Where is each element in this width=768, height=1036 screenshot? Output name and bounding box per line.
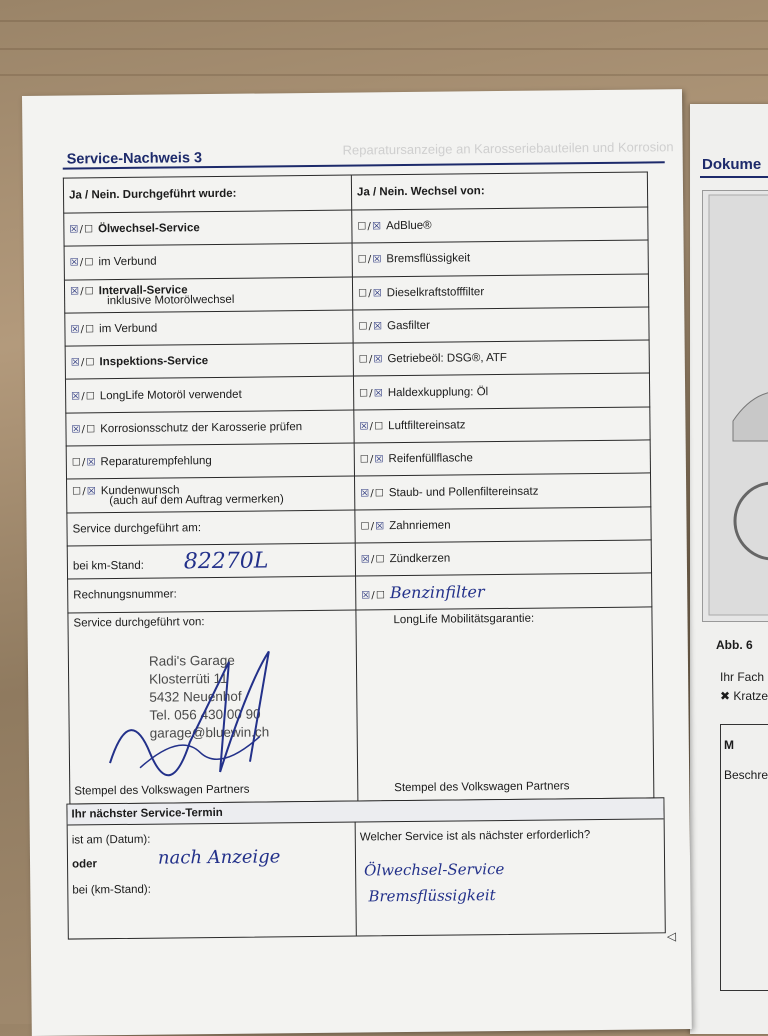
item-label: Getriebeöl: DSG®, ATF xyxy=(387,352,507,366)
stamp-line: garage@bluewin.ch xyxy=(149,724,270,741)
item-label: LongLife Motoröl verwendet xyxy=(99,388,242,402)
signature-icon xyxy=(99,641,290,783)
right-item xyxy=(356,573,652,609)
left-item xyxy=(67,543,355,579)
car-illustration xyxy=(702,190,768,622)
right-item xyxy=(353,307,649,343)
left-item xyxy=(67,476,355,512)
left-item xyxy=(65,343,353,379)
left-item xyxy=(66,443,354,479)
next-service-title: Ihr nächster Service-Termin xyxy=(67,798,663,825)
yes-no-checkbox-icon[interactable]: ☒ / ☐ xyxy=(69,224,93,236)
next-page-table xyxy=(720,724,768,991)
yes-no-checkbox-icon[interactable]: ☐ / ☒ xyxy=(72,485,95,498)
left-item xyxy=(64,277,352,313)
right-item xyxy=(352,274,648,310)
item-label: Bremsflüssigkeit xyxy=(386,252,471,266)
right-item xyxy=(352,240,648,276)
item-sublabel: inklusive Motorölwechsel xyxy=(107,293,235,307)
next-page-table-sub: Beschre xyxy=(724,768,768,782)
yes-no-checkbox-icon[interactable]: ☒ / ☐ xyxy=(71,424,95,436)
next-date-label: ist am (Datum): xyxy=(71,833,151,847)
item-label: Ölwechsel-Service xyxy=(98,222,200,236)
yes-no-checkbox-icon[interactable]: ☐ / ☒ xyxy=(359,387,382,400)
service-record-page xyxy=(22,89,692,1036)
item-sublabel: (auch auf dem Auftrag vermerken) xyxy=(109,492,284,507)
item-label: Gasfilter xyxy=(387,319,430,333)
longlife-label: LongLife Mobilitätsgarantie: xyxy=(393,612,535,626)
right-item xyxy=(355,507,651,543)
left-item xyxy=(66,410,354,446)
stamp-line: 5432 Neuenhof xyxy=(149,688,242,705)
continue-arrow-icon: ◁ xyxy=(666,929,677,944)
item-label: Luftfiltereinsatz xyxy=(388,419,466,433)
next-page-rule xyxy=(700,176,768,178)
left-item xyxy=(65,377,353,413)
right-item xyxy=(353,373,649,409)
yes-no-checkbox-icon[interactable]: ☒ / ☐ xyxy=(69,286,93,298)
faint-header: Reparatursanzeige an Karosseriebauteilen und Korrosion xyxy=(342,139,674,158)
item-label: Reifenfüllflasche xyxy=(388,452,473,466)
stamp-line: Klosterrüti 11 xyxy=(149,670,228,687)
right-item xyxy=(354,407,650,443)
item-label: Korrosionsschutz der Karosserie prüfen xyxy=(100,421,303,436)
next-service-box xyxy=(66,797,665,939)
yes-no-checkbox-icon[interactable]: ☐ / ☒ xyxy=(358,287,381,300)
next-or-label: oder xyxy=(71,858,98,871)
right-item xyxy=(353,340,649,376)
yes-no-checkbox-icon[interactable]: ☒ / ☐ xyxy=(69,257,93,269)
left-item xyxy=(68,576,356,612)
right-item xyxy=(355,473,651,509)
yes-no-checkbox-icon[interactable]: ☐ / ☒ xyxy=(360,521,384,533)
yes-no-checkbox-icon[interactable]: ☐ / ☒ xyxy=(357,254,381,266)
stamp-caption: Stempel des Volkswagen Partners xyxy=(74,783,250,798)
left-item xyxy=(64,210,352,246)
item-label: im Verbund xyxy=(98,256,157,269)
item-label: Benzinfilter xyxy=(389,582,485,603)
item-label: Reparaturempfehlung xyxy=(100,455,212,469)
longlife-cell xyxy=(356,606,654,800)
yes-no-checkbox-icon[interactable]: ☐ / ☒ xyxy=(357,221,381,233)
figure-caption: Abb. 6 xyxy=(716,638,753,652)
stamp-caption: Stempel des Volkswagen Partners xyxy=(394,779,570,794)
stamp-line: Tel. 056 430 00 90 xyxy=(149,706,261,723)
km-label: bei km-Stand: xyxy=(72,559,144,573)
right-item xyxy=(354,440,650,476)
service-date-label: Service durchgeführt am: xyxy=(72,521,202,536)
right-item xyxy=(355,540,651,576)
yes-no-checkbox-icon[interactable]: ☒ / ☐ xyxy=(360,487,383,499)
service-table xyxy=(63,171,655,804)
left-item xyxy=(67,510,355,546)
left-item xyxy=(64,243,352,279)
item-label: Haldexkupplung: Öl xyxy=(387,385,489,399)
handwritten-next-service: Ölwechsel-Service xyxy=(364,859,505,880)
yes-no-checkbox-icon[interactable]: ☐ / ☒ xyxy=(71,457,95,469)
next-km-label: bei (km-Stand): xyxy=(72,883,151,897)
dealer-stamp-cell xyxy=(68,610,358,804)
item-label: Inspektions-Service xyxy=(99,355,209,369)
next-page xyxy=(690,104,768,1034)
left-header: Ja / Nein. Durchgeführt wurde: xyxy=(63,175,351,213)
item-label: im Verbund xyxy=(99,322,158,336)
yes-no-checkbox-icon[interactable]: ☒ / ☐ xyxy=(71,390,94,403)
item-label: Intervall-Service xyxy=(98,284,188,297)
stamp-line: Radi's Garage xyxy=(148,652,235,669)
item-label: Zündkerzen xyxy=(389,552,451,566)
performed-by-label: Service durchgeführt von: xyxy=(73,615,205,630)
next-page-line: ✖ Kratze xyxy=(720,689,768,703)
yes-no-checkbox-icon[interactable]: ☐ / ☒ xyxy=(358,321,382,333)
right-header: Ja / Nein. Wechsel von: xyxy=(351,172,647,210)
item-label: Staub- und Pollenfiltereinsatz xyxy=(388,485,539,499)
handwritten-next-date: nach Anzeige xyxy=(157,846,281,869)
next-page-table-title: M xyxy=(724,738,734,752)
next-page-title: Dokume xyxy=(702,156,762,173)
yes-no-checkbox-icon[interactable]: ☒ / ☐ xyxy=(70,357,94,369)
item-label: Kundenwunsch xyxy=(100,483,180,497)
yes-no-checkbox-icon[interactable]: ☒ / ☐ xyxy=(70,324,94,336)
left-item xyxy=(65,310,353,346)
item-label: Dieselkraftstofffilter xyxy=(386,285,485,299)
handwritten-next-service: Bremsflüssigkeit xyxy=(368,886,496,906)
yes-no-checkbox-icon[interactable]: ☐ / ☒ xyxy=(358,354,382,366)
right-item xyxy=(352,207,648,243)
handwritten-km: 82270L xyxy=(183,548,269,574)
next-which-label: Welcher Service ist als nächster erforderlich? xyxy=(359,829,591,844)
yes-no-checkbox-icon[interactable]: ☒ / ☐ xyxy=(361,590,384,602)
next-page-line: Ihr Fach xyxy=(720,670,765,684)
yes-no-checkbox-icon[interactable]: ☒ / ☐ xyxy=(360,554,384,566)
next-service-divider xyxy=(355,822,357,936)
page-title: Service-Nachweis 3 xyxy=(66,150,203,168)
invoice-label: Rechnungsnummer: xyxy=(73,588,177,602)
item-label: AdBlue® xyxy=(385,219,432,233)
stamp-row xyxy=(68,606,654,803)
yes-no-checkbox-icon[interactable]: ☒ / ☐ xyxy=(359,421,383,433)
item-label: Zahnriemen xyxy=(389,519,451,532)
yes-no-checkbox-icon[interactable]: ☐ / ☒ xyxy=(359,454,383,466)
